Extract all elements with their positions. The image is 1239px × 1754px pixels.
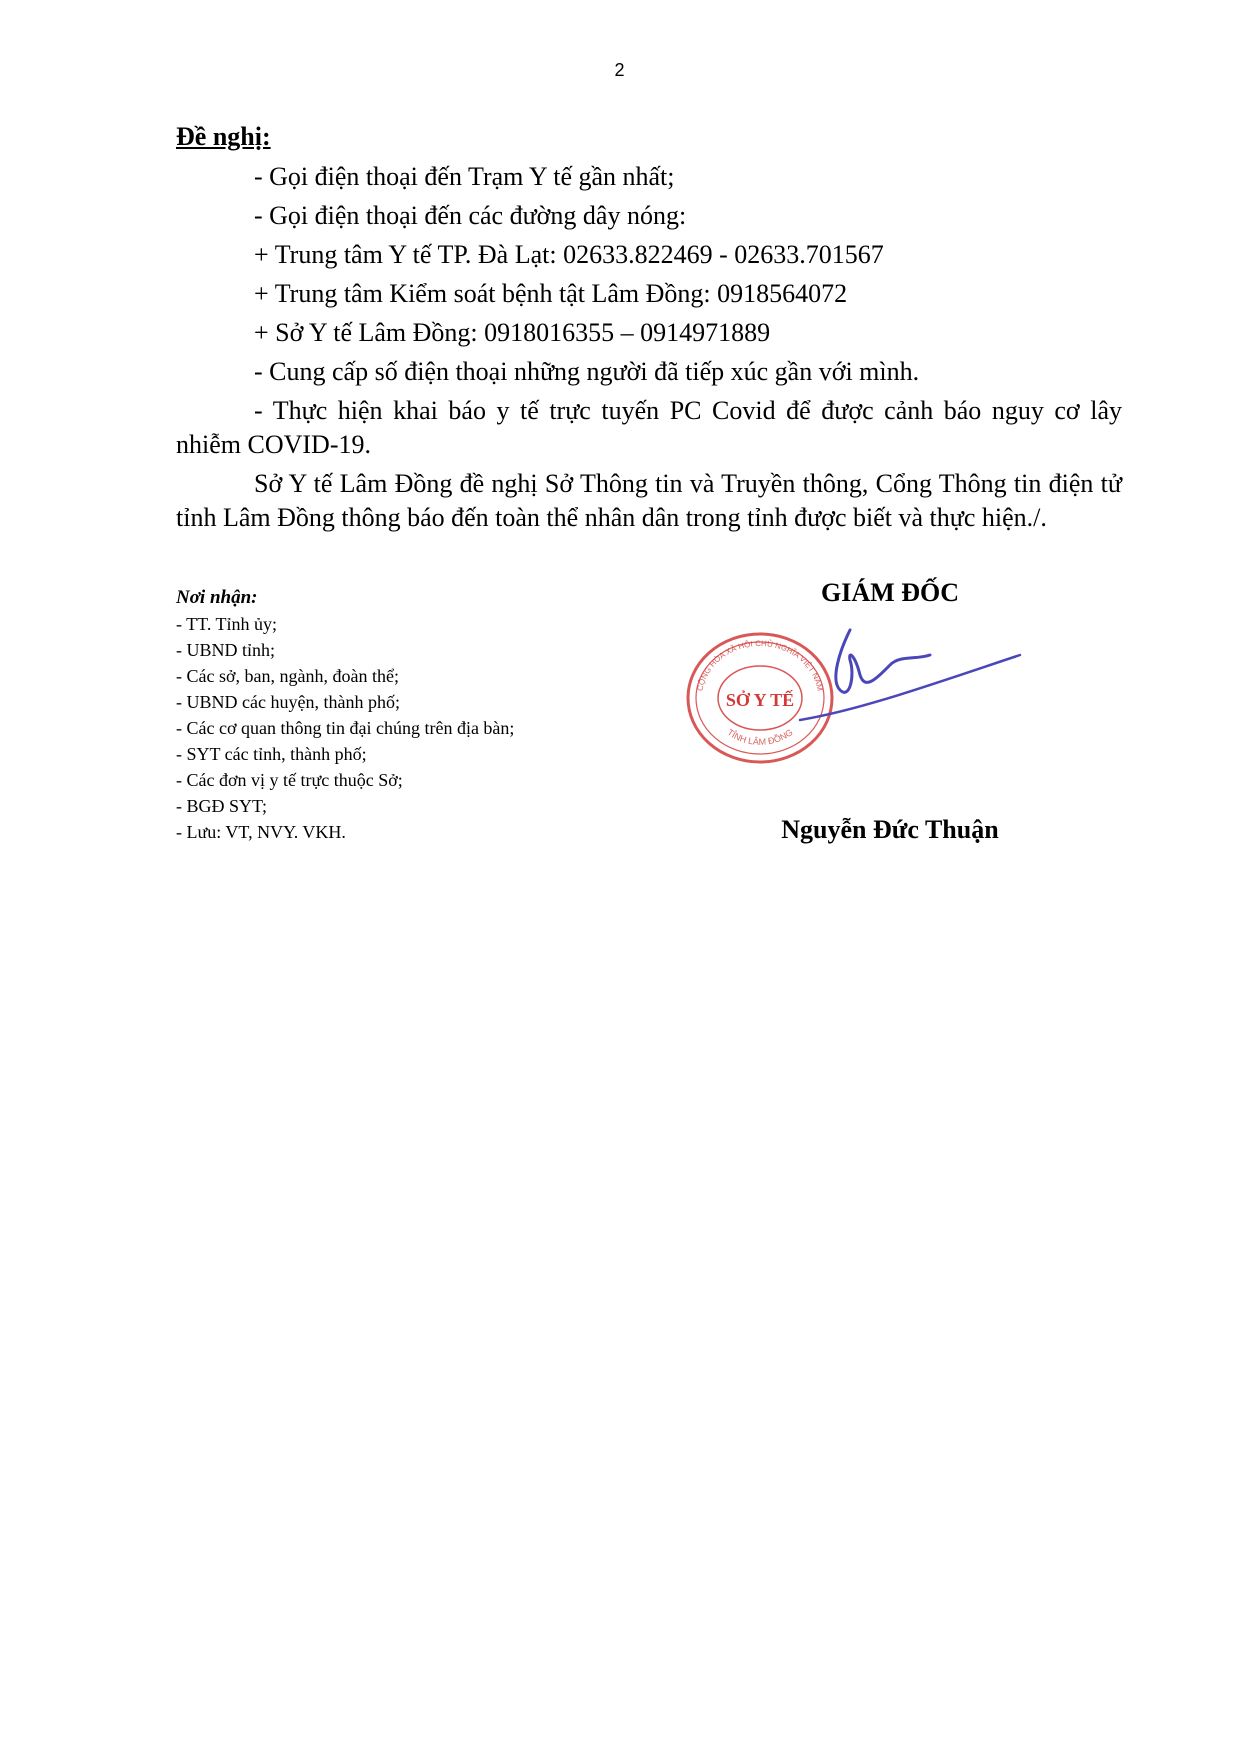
recipient-item: - Các cơ quan thông tin đại chúng trên địa bàn; [176, 718, 515, 738]
paragraph: - Gọi điện thoại đến các đường dây nóng: [254, 201, 687, 230]
recipient-item: - Lưu: VT, NVY. VKH. [176, 822, 346, 842]
paragraph: - Gọi điện thoại đến Trạm Y tế gần nhất; [254, 162, 675, 191]
recipient-item: - TT. Tỉnh ủy; [176, 614, 277, 634]
signature [780, 620, 1030, 730]
recipients-list [176, 585, 514, 845]
paragraph: + Trung tâm Y tế TP. Đà Lạt: 02633.822469 - 02633.701567 [254, 240, 884, 269]
section-heading: Đề nghị: [176, 122, 271, 151]
recipient-item: - BGĐ SYT; [176, 796, 268, 816]
recipient-item: - UBND tỉnh; [176, 640, 275, 660]
paragraph: + Sở Y tế Lâm Đồng: 0918016355 – 0914971889 [254, 318, 771, 347]
recipient-item: - Các đơn vị y tế trực thuộc Sở; [176, 770, 403, 790]
signer-name: Nguyễn Đức Thuận [781, 815, 999, 844]
stamp-ring-text-bottom: TỈNH LÂM ĐỒNG [725, 727, 795, 747]
paragraph: + Trung tâm Kiểm soát bệnh tật Lâm Đồng: 0918564072 [254, 279, 848, 308]
recipients-title: Nơi nhận: [176, 587, 258, 608]
page-number: 2 [614, 60, 625, 80]
paragraph: - Thực hiện khai báo y tế trực tuyến PC Covid để được cảnh báo nguy cơ lây nhiễm COVID-19. [176, 396, 1122, 459]
recipient-item: - UBND các huyện, thành phố; [176, 692, 400, 712]
paragraph: - Cung cấp số điện thoại những người đã tiếp xúc gần với mình. [254, 357, 920, 386]
stamp-ring-text-top: CỘNG HÒA XÃ HỘI CHỦ NGHĨA VIỆT NAM [695, 638, 825, 692]
recipient-item: - SYT các tỉnh, thành phố; [176, 744, 367, 764]
signer-title: GIÁM ĐỐC [821, 578, 959, 607]
stamp-center-text: SỞ Y TẾ [725, 690, 795, 710]
recipient-item: - Các sở, ban, ngành, đoàn thể; [176, 666, 399, 686]
paragraph: Sở Y tế Lâm Đồng đề nghị Sở Thông tin và Truyền thông, Cổng Thông tin điện tử tỉnh Lâm Đồng thông báo đến toàn thể nhân dân trong tỉnh được biết và thực hiện./. [176, 469, 1122, 532]
